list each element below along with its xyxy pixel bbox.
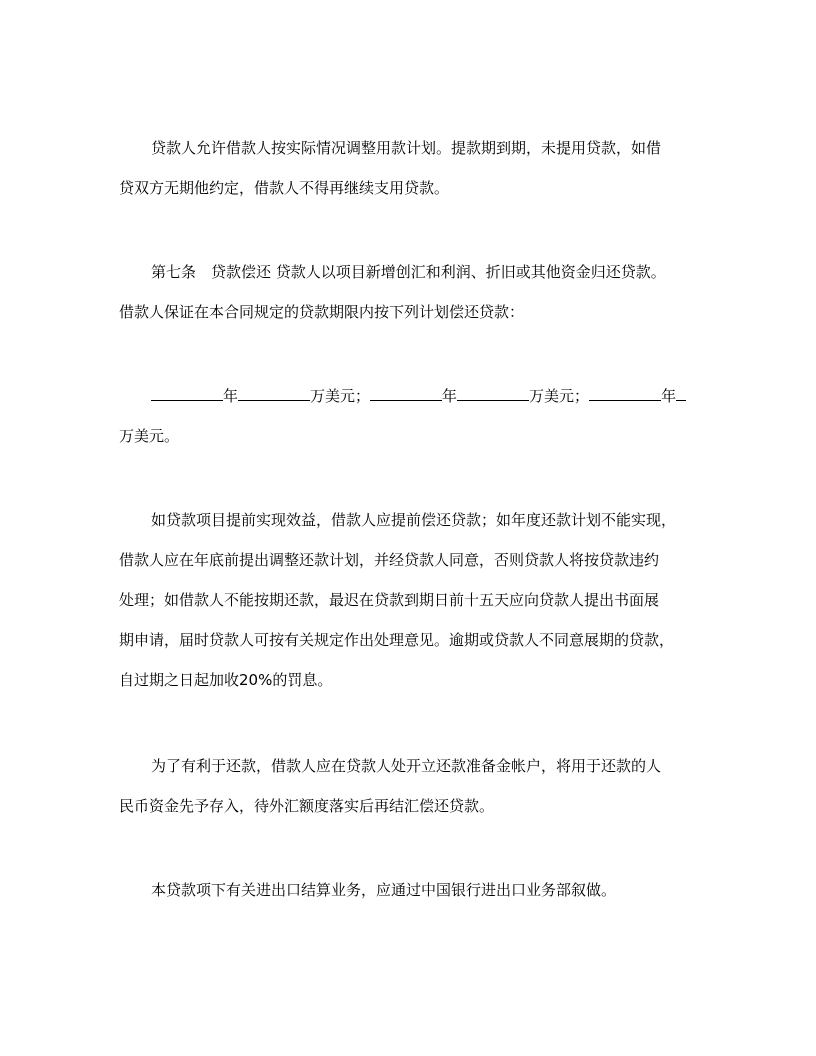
paragraph-early-repayment xyxy=(119,500,699,700)
paragraph-settlement xyxy=(119,870,699,910)
paragraph-drawdown-adjustment xyxy=(119,128,699,208)
text-line: 民币资金先予存入，待外汇额度落实后再结汇偿还贷款。 xyxy=(119,797,495,815)
amount-label: 万美元； xyxy=(310,387,371,405)
paragraph-article-seven xyxy=(119,252,699,332)
text-line: 贷双方无期他约定，借款人不得再继续支用贷款。 xyxy=(119,179,450,197)
blank-year-2[interactable] xyxy=(370,386,442,401)
text-line: 为了有利于还款，借款人应在贷款人处开立还款准备金帐户，将用于还款的人 xyxy=(151,757,662,775)
year-label: 年 xyxy=(661,387,677,405)
text-line: 贷款人允许借款人按实际情况调整用款计划。提款期到期，未提用贷款，如借 xyxy=(151,139,662,157)
text-line: 借款人保证在本合同规定的贷款期限内按下列计划偿还贷款： xyxy=(119,303,525,321)
blank-amount-2[interactable] xyxy=(457,386,529,401)
schedule-line-end: 万美元。 xyxy=(119,427,180,445)
text-line: 第七条 贷款偿还 贷款人以项目新增创汇和利润、折旧或其他资金归还贷款。 xyxy=(151,263,666,281)
blank-amount-1[interactable] xyxy=(238,386,310,401)
paragraph-repayment-schedule xyxy=(119,376,699,456)
text-line: 借款人应在年底前提出调整还款计划，并经贷款人同意，否则贷款人将按贷款违约 xyxy=(119,551,660,569)
year-label: 年 xyxy=(442,387,458,405)
text-line: 如贷款项目提前实现效益，借款人应提前偿还贷款；如年度还款计划不能实现， xyxy=(151,511,677,529)
blank-amount-3[interactable] xyxy=(676,386,686,401)
blank-year-3[interactable] xyxy=(589,386,661,401)
amount-label: 万美元； xyxy=(529,387,590,405)
text-line: 期申请，届时贷款人可按有关规定作出处理意见。逾期或贷款人不同意展期的贷款， xyxy=(119,631,675,649)
text-line: 处理；如借款人不能按期还款，最迟在贷款到期日前十五天应向贷款人提出书面展 xyxy=(119,591,660,609)
text-line: 本贷款项下有关进出口结算业务，应通过中国银行进出口业务部叙做。 xyxy=(151,881,617,899)
text-line: 自过期之日起加收20%的罚息。 xyxy=(119,671,333,689)
blank-year-1[interactable] xyxy=(151,386,223,401)
paragraph-reserve-account xyxy=(119,746,699,826)
year-label: 年 xyxy=(223,387,239,405)
schedule-line xyxy=(119,376,699,416)
